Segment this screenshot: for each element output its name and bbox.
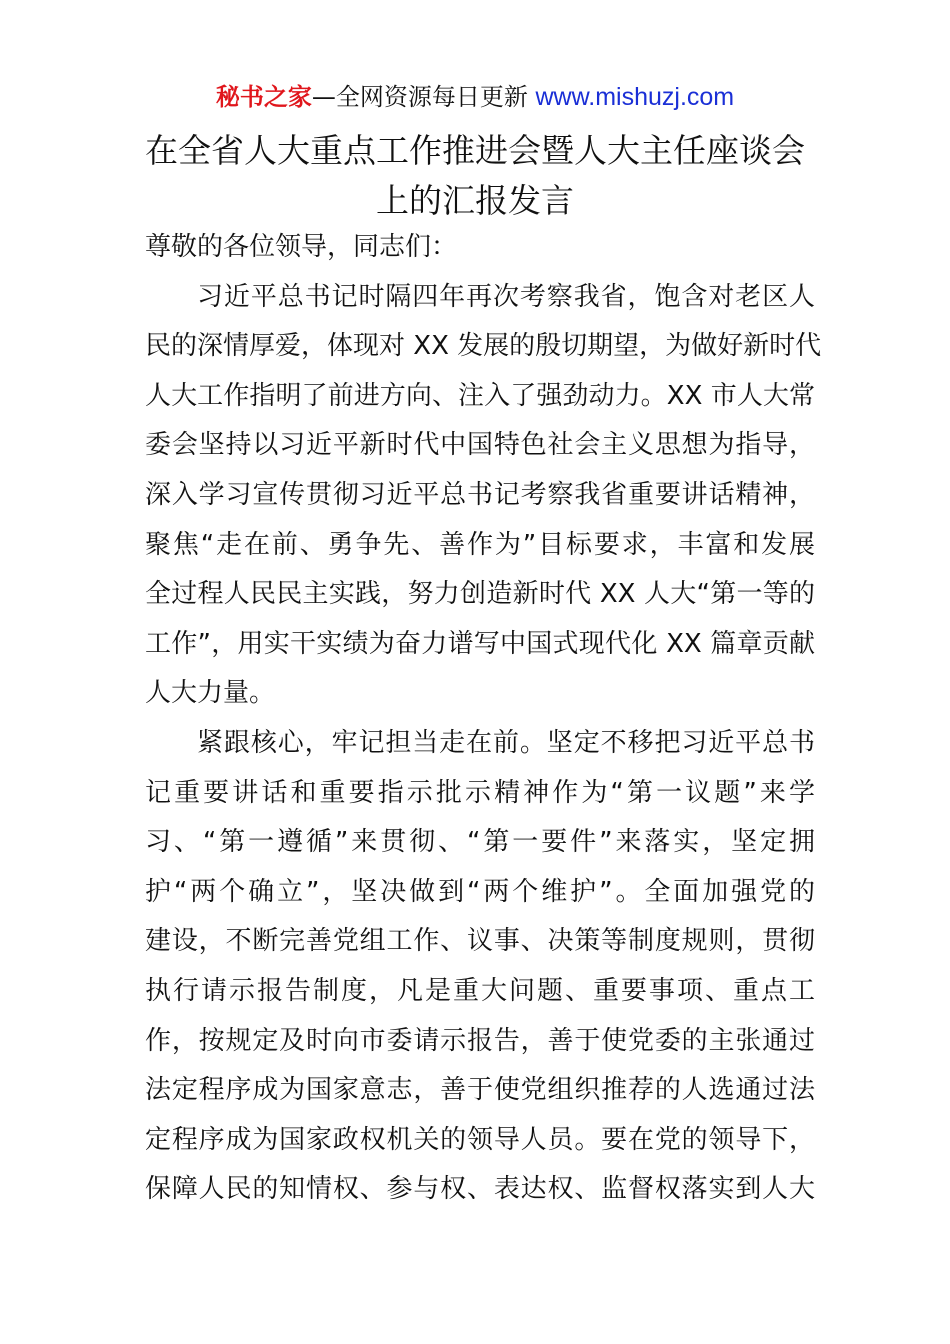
site-header xyxy=(0,80,950,114)
paragraph-line: 紧跟核心，牢记担当走在前。坚定不移把习近平总书 xyxy=(197,727,815,758)
paragraph-line: 作，按规定及时向市委请示报告，善于使党委的主张通过 xyxy=(145,1025,815,1056)
paragraph-line: 护“两个确立”，坚决做到“两个维护”。全面加强党的 xyxy=(145,876,815,907)
paragraph-line: 委会坚持以习近平新时代中国特色社会主义思想为指导， xyxy=(145,430,815,461)
paragraph-line: 人大工作指明了前进方向、注入了强劲动力。XX 市人大常 xyxy=(145,380,815,411)
title-line-2: 上的汇报发言 xyxy=(376,181,574,220)
paragraph-line: 民的深情厚爱，体现对 XX 发展的殷切期望，为做好新时代 xyxy=(145,331,822,362)
paragraph-line: 工作”，用实干实绩为奋力谱写中国式现代化 XX 篇章贡献 xyxy=(145,628,815,659)
paragraph-line: 习、“第一遵循”来贯彻、“第一要件”来落实，坚定拥 xyxy=(145,827,815,858)
document-body xyxy=(145,223,822,1215)
paragraph-line: 聚焦“走在前、勇争先、善作为”目标要求，丰富和发展 xyxy=(145,529,815,560)
title-line-1: 在全省人大重点工作推进会暨人大主任座谈会 xyxy=(145,131,805,170)
paragraph-line: 记重要讲话和重要指示批示精神作为“第一议题”来学 xyxy=(145,777,815,808)
salutation: 尊敬的各位领导，同志们： xyxy=(145,232,458,262)
paragraph-line: 人大力量。 xyxy=(145,678,276,709)
document-title xyxy=(120,126,830,226)
paragraph-line: 保障人民的知情权、参与权、表达权、监督权落实到人大 xyxy=(145,1174,815,1205)
site-tagline: —全网资源每日更新 xyxy=(311,83,536,111)
paragraph-line: 定程序成为国家政权机关的领导人员。要在党的领导下， xyxy=(145,1124,815,1155)
paragraph-line: 执行请示报告制度，凡是重大问题、重要事项、重点工 xyxy=(145,975,815,1006)
paragraph-line: 建设，不断完善党组工作、议事、决策等制度规则，贯彻 xyxy=(145,926,815,957)
site-brand: 秘书之家 xyxy=(215,83,312,111)
site-url-link[interactable]: www.mishuzj.com xyxy=(535,83,735,111)
paragraph-line: 深入学习宣传贯彻习近平总书记考察我省重要讲话精神， xyxy=(145,479,815,510)
paragraph-line: 全过程人民民主实践，努力创造新时代 XX 人大“第一等的 xyxy=(145,579,815,610)
paragraph-line: 法定程序成为国家意志，善于使党组织推荐的人选通过法 xyxy=(145,1075,815,1106)
paragraph-line: 习近平总书记时隔四年再次考察我省，饱含对老区人 xyxy=(197,281,815,312)
